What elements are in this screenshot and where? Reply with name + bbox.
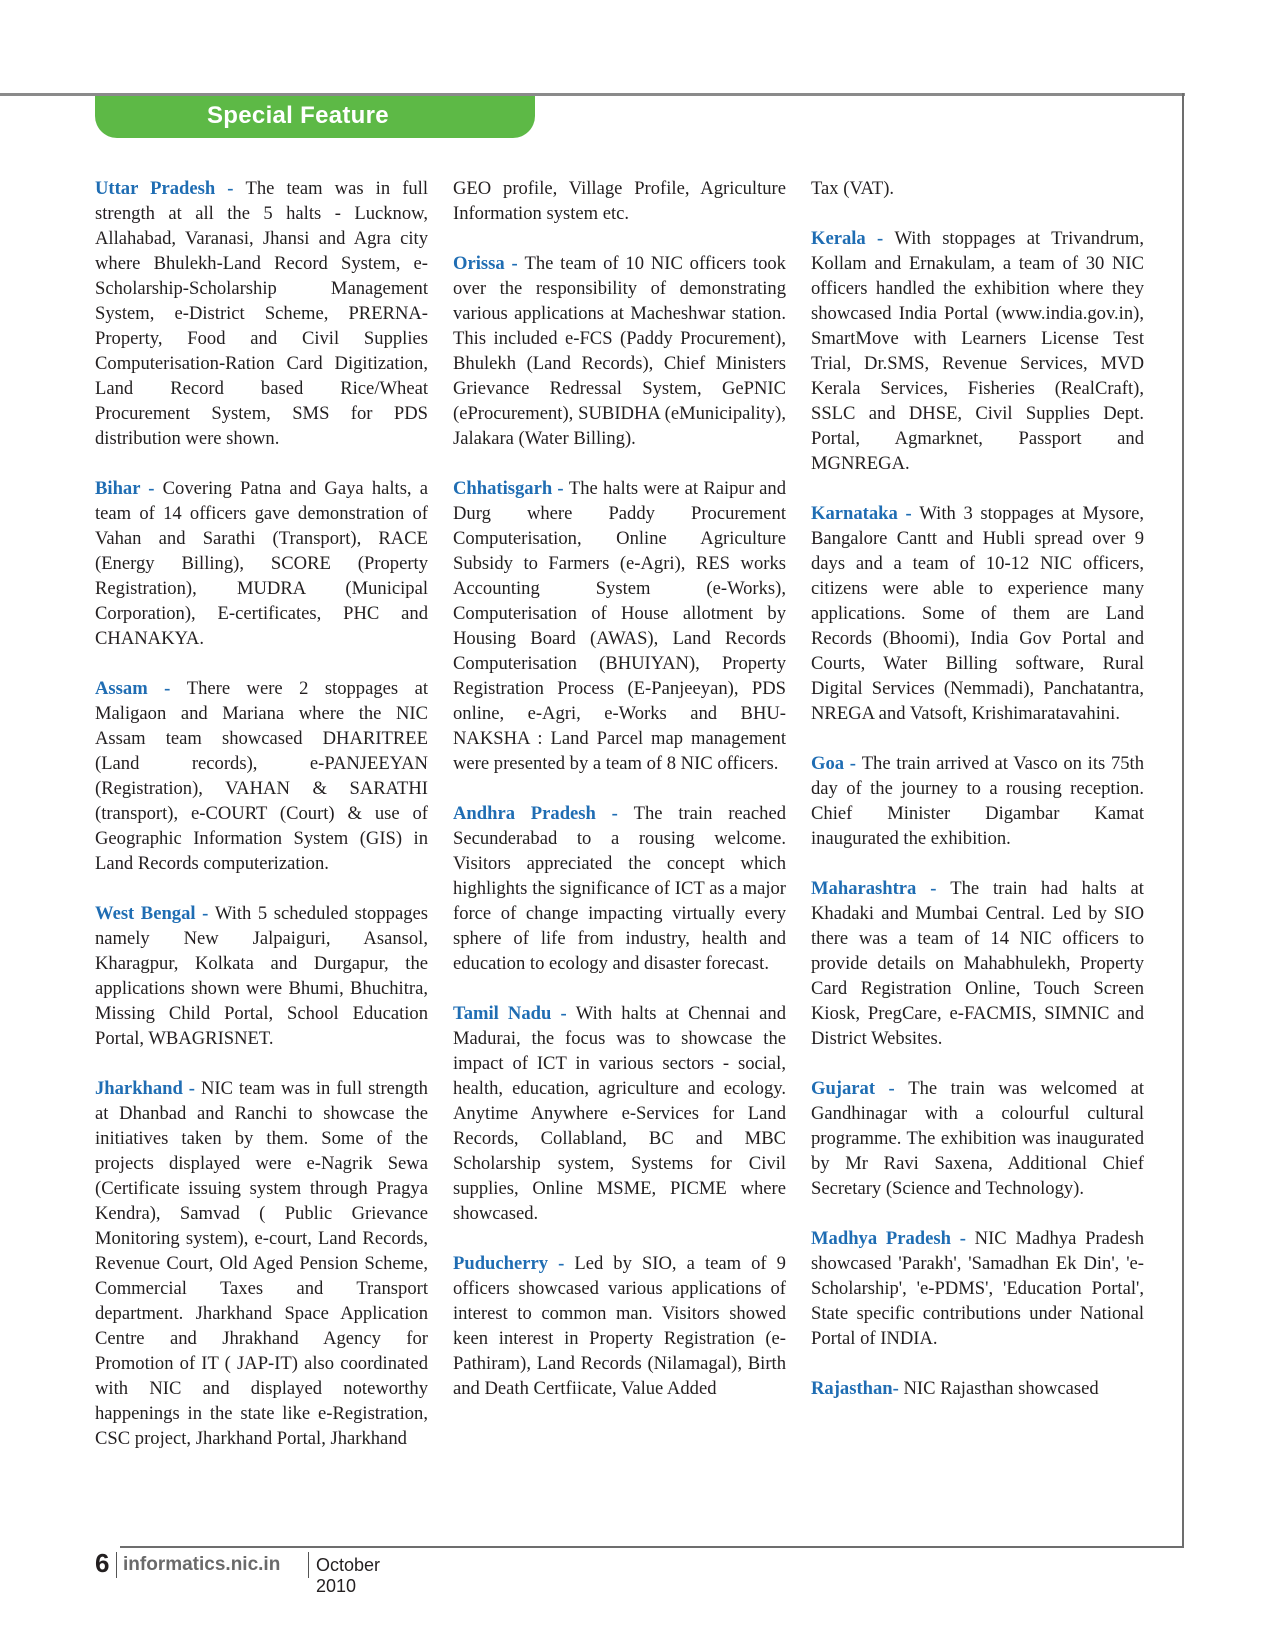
paragraph-text: The train was welcomed at Gandhinagar with a colourful cultural programme. The exhibition was inaugurated by Mr Ravi Saxena, Additional Chief Secretary (Science and Technology).: [811, 1078, 1144, 1199]
paragraph: [811, 1226, 1144, 1351]
paragraph: [95, 1076, 428, 1451]
paragraph-text: NIC team was in full strength at Dhanbad and Ranchi to showcase the initiatives taken by them. Some of the projects displayed were e-Nagrik Sewa (Certificate issuing system through Pragya Kendra), Samvad ( Public Grievance Monitoring system), e-court, Land Records, Revenue Court, Old Aged Pension Scheme, Commercial Taxes and Transport department. Jharkhand Space Application Centre and Jhrakhand Agency for Promotion of IT ( JAP-IT) also coordinated with NIC and displayed noteworthy happenings in the state like e-Registration, CSC project, Jharkhand Portal, Jharkhand: [95, 1078, 428, 1449]
issue-date: October 2010: [316, 1555, 381, 1596]
column-2: [453, 176, 786, 1426]
paragraph-text: The train reached Secunderabad to a rousing welcome. Visitors appreciated the concept which highlights the significance of ICT as a major force of change impacting virtually every sphere of life from industry, health and education to ecology and disaster forecast.: [453, 803, 786, 974]
state-heading: Goa -: [811, 753, 856, 774]
state-heading: Maharashtra -: [811, 878, 937, 899]
paragraph: [453, 801, 786, 976]
site-name: informatics.nic.in: [123, 1554, 281, 1575]
paragraph-text: NIC Rajasthan showcased: [903, 1378, 1099, 1399]
paragraph-text: Tax (VAT).: [811, 178, 895, 199]
state-heading: Rajasthan-: [811, 1378, 899, 1399]
paragraph-text: There were 2 stoppages at Maligaon and Mariana where the NIC Assam team showcased DHARITREE (Land records), e-PANJEEYAN (Registration), VAHAN & SARATHI (transport), e-COURT (Court) & use of Geographic Information System (GIS) in Land Records computerization.: [95, 678, 428, 874]
footer-separator: [116, 1552, 117, 1578]
paragraph-text: The team of 10 NIC officers took over the responsibility of demonstrating various applications at Macheshwar station. This included e-FCS (Paddy Procurement), Bhulekh (Land Records), Chief Ministers Grievance Redressal System, GePNIC (eProcurement), SUBIDHA (eMunicipality), Jalakara (Water Billing).: [453, 253, 786, 449]
paragraph: [95, 676, 428, 876]
paragraph: [453, 1251, 786, 1401]
paragraph: [811, 501, 1144, 726]
state-heading: Chhatisgarh -: [453, 478, 564, 499]
paragraph-text: Led by SIO, a team of 9 officers showcased various applications of interest to common man. Visitors showed keen interest in Property Registration (e-Pathiram), Land Records (Nilamagal), Birth and Death Certfiicate, Value Added: [453, 1253, 786, 1399]
state-heading: Karnataka -: [811, 503, 912, 524]
paragraph: [95, 901, 428, 1051]
state-heading: Bihar -: [95, 478, 155, 499]
paragraph-continued: [811, 176, 1144, 201]
paragraph-continued: [453, 176, 786, 226]
paragraph-text: With halts at Chennai and Madurai, the focus was to showcase the impact of ICT in various sectors - social, health, education, agriculture and ecology. Anytime Anywhere e-Services for Land Records, Collabland, BC and MBC Scholarship system, Systems for Civil supplies, Online MSME, PICME where showcased.: [453, 1003, 786, 1224]
right-rule: [1182, 93, 1184, 1548]
state-heading: Kerala -: [811, 228, 884, 249]
paragraph: [453, 251, 786, 451]
state-heading: Puducherry -: [453, 1253, 565, 1274]
paragraph: [95, 176, 428, 451]
paragraph-text: The halts were at Raipur and Durg where Paddy Procurement Computerisation, Online Agriculture Subsidy to Farmers (e-Agri), RES works Accounting System (e-Works), Computerisation of House allotment by Housing Board (AWAS), Land Records Computerisation (BHUIYAN), Property Registration Process (E-Panjeeyan), PDS online, e-Agri, e-Works and BHU-NAKSHA : Land Parcel map management were presented by a team of 8 NIC officers.: [453, 478, 786, 774]
state-heading: Orissa -: [453, 253, 518, 274]
paragraph-text: NIC Madhya Pradesh showcased 'Parakh', 'Samadhan Ek Din', 'e-Scholarship', 'e-PDMS', 'Education Portal', State specific contributions under National Portal of INDIA.: [811, 1228, 1144, 1349]
state-heading: Assam -: [95, 678, 171, 699]
paragraph-text: GEO profile, Village Profile, Agriculture Information system etc.: [453, 178, 786, 224]
paragraph: [811, 1076, 1144, 1201]
paragraph: [811, 876, 1144, 1051]
paragraph: [453, 1001, 786, 1226]
state-heading: Madhya Pradesh -: [811, 1228, 966, 1249]
state-heading: Andhra Pradesh -: [453, 803, 618, 824]
paragraph-text: With stoppages at Trivandrum, Kollam and Ernakulam, a team of 30 NIC officers handled the exhibition where they showcased India Portal (www.india.gov.in), SmartMove with Learners License Test Trial, Dr.SMS, Revenue Services, MVD Kerala Services, Fisheries (RealCraft), SSLC and DHSE, Civil Supplies Dept. Portal, Agmarknet, Passport and MGNREGA.: [811, 228, 1144, 474]
paragraph-text: Covering Patna and Gaya halts, a team of 14 officers gave demonstration of Vahan and Sarathi (Transport), RACE (Energy Billing), SCORE (Property Registration), MUDRA (Municipal Corporation), E-certificates, PHC and CHANAKYA.: [95, 478, 428, 649]
paragraph: [811, 1376, 1144, 1401]
paragraph-text: The team was in full strength at all the 5 halts - Lucknow, Allahabad, Varanasi, Jhansi and Agra city where Bhulekh-Land Record System, e-Scholarship-Scholarship Management System, e-District Scheme, PRERNA-Property, Food and Civil Supplies Computerisation-Ration Card Digitization, Land Record based Rice/Wheat Procurement System, SMS for PDS distribution were shown.: [95, 178, 429, 449]
section-title: Special Feature: [207, 102, 389, 129]
footer-separator: [308, 1552, 309, 1578]
paragraph-text: With 3 stoppages at Mysore, Bangalore Cantt and Hubli spread over 9 days and a team of 10-12 NIC officers, citizens were able to experience many applications. Some of them are Land Records (Bhoomi), India Gov Portal and Courts, Water Billing software, Rural Digital Services (Nemmadi), Panchatantra, NREGA and Vatsoft, Krishimaratavahini.: [811, 503, 1144, 724]
state-heading: Jharkhand -: [95, 1078, 195, 1099]
state-heading: Tamil Nadu -: [453, 1003, 567, 1024]
paragraph: [811, 226, 1144, 476]
paragraph: [811, 751, 1144, 851]
column-1: [95, 176, 428, 1476]
state-heading: West Bengal -: [95, 903, 209, 924]
page-number: 6: [95, 1548, 110, 1578]
paragraph-text: The train arrived at Vasco on its 75th day of the journey to a rousing reception. Chief Minister Digambar Kamat inaugurated the exhibition.: [811, 753, 1144, 849]
paragraph-text: With 5 scheduled stoppages namely New Jalpaiguri, Asansol, Kharagpur, Kolkata and Durgapur, the applications shown were Bhumi, Bhuchitra, Missing Child Portal, School Education Portal, WBAGRISNET.: [95, 903, 428, 1049]
paragraph-text: The train had halts at Khadaki and Mumbai Central. Led by SIO there was a team of 14 NIC officers to provide details on Mahabhulekh, Property Card Registration Online, Touch Screen Kiosk, PregCare, e-FACMIS, SIMNIC and District Websites.: [811, 878, 1144, 1049]
state-heading: Gujarat -: [811, 1078, 895, 1099]
section-banner: [95, 96, 535, 138]
column-3: [811, 176, 1144, 1426]
paragraph: [95, 476, 428, 651]
bottom-rule: [120, 1546, 1184, 1548]
state-heading: Uttar Pradesh -: [95, 178, 234, 199]
paragraph: [453, 476, 786, 776]
